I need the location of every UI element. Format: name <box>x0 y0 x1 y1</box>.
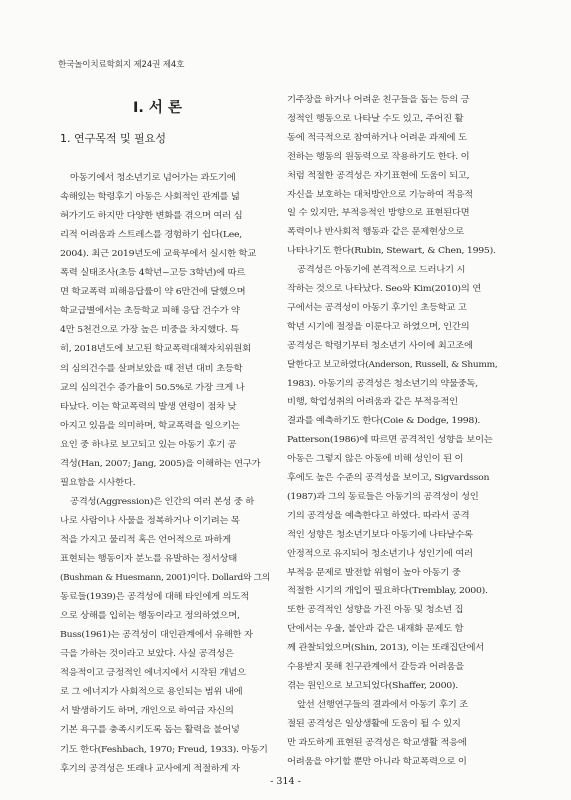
text-line: 앞선 선행연구들의 결과에서 아동기 후기 조 <box>297 698 468 709</box>
text-line: 자신을 보호하는 대처방안으로 기능하여 적응적 <box>287 188 473 199</box>
text-line: 요인 중 하나로 보고되고 있는 아동기 후기 공 <box>60 438 237 449</box>
text-line: 속해있는 학령후기 아동은 사회적인 관계를 넓 <box>60 191 240 202</box>
text-line: 극을 가하는 것이라고 보았다. 사실 공격성은 <box>60 648 234 659</box>
text-line: 달한다고 보고하였다(Anderson, Russell, & Shumm, <box>287 358 498 369</box>
text-line: 공격성(Aggression)은 인간의 여러 본성 중 하 <box>70 495 255 506</box>
text-line: 적응적이고 긍정적인 에너지에서 시작된 개념으 <box>60 667 246 678</box>
text-line: 아동은 그렇지 않은 아동에 비해 성인이 된 이 <box>287 453 464 464</box>
text-line: 동료들(1939)은 공격성에 대해 타인에게 의도적 <box>60 591 249 602</box>
text-line: 폭력 실태조사(초등 4학년~고등 3학년)에 따르 <box>60 267 246 278</box>
text-line: 기도 한다(Feshbach, 1970; Freud, 1933). 아동기 <box>60 743 268 754</box>
text-line: (1987)과 그의 동료들은 아동기의 공격성이 성인 <box>287 490 479 501</box>
running-head: 한국놀이치료학회지 제24권 제4호 <box>58 60 185 70</box>
text-line: 구에서는 공격성이 아동기 후기인 초등학교 고 <box>287 301 467 312</box>
text-line: 만 과도하게 표현된 공격성은 학교생활 적응에 <box>287 736 467 747</box>
text-line: 2004). 최근 2019년도에 교육부에서 실시한 학교 <box>60 248 257 259</box>
text-line: 전하는 행동의 원동력으로 작용하기도 한다. 이 <box>287 150 470 161</box>
text-line: (Bushman & Huesmann, 2001)이다. Dollard와 그의 <box>60 572 271 583</box>
text-line: 교의 심의건수 증가율이 50.5%로 가장 크게 나 <box>60 381 245 392</box>
text-line: 공격성은 학령기부터 청소년기 사이에 최고조에 <box>287 339 473 350</box>
text-line: 공격성은 아동기에 본격적으로 드러나기 시 <box>297 264 466 275</box>
text-line: 절된 공격성은 일상생활에 도움이 될 수 있지 <box>287 717 461 728</box>
text-line: 서 발생하기도 하며, 개인으로 하여금 자신의 <box>60 705 234 716</box>
text-line: 표현되는 행동이자 분노를 유발하는 정서상태 <box>60 553 237 563</box>
text-line: 작하는 것으로 나타났다. Seo와 Kim(2010)의 연 <box>287 283 481 293</box>
text-line: 기본 욕구를 충족시키도록 돕는 활력을 불어넣 <box>60 724 240 735</box>
text-line: 혀가기도 하지만 다양한 변화를 겪으며 여러 심 <box>60 210 243 221</box>
text-line: 후에도 높은 수준의 공격성을 보이고, Sigvardsson <box>287 472 490 482</box>
text-line: 히, 2018년도에 보고된 학교폭력대책자치위원회 <box>60 343 251 354</box>
text-line: 안정적으로 유지되어 청소년기나 성인기에 여러 <box>287 547 473 558</box>
text-line: 으로 상해를 입히는 행동이라고 정의하였으며, <box>60 610 240 621</box>
text-line: 또한 공격적인 성향을 가진 아동 및 청소년 집 <box>287 604 464 615</box>
text-line: 수용받지 못해 친구관계에서 갈등과 어려움을 <box>287 661 464 671</box>
text-line: 나타나기도 한다(Rubin, Stewart, & Chen, 1995). <box>287 245 496 256</box>
text-line: 동에 적극적으로 참여하거나 어려운 과제에 도 <box>287 131 467 142</box>
text-line: 기의 공격성을 예측한다고 하였다. 따라서 공격 <box>287 509 470 520</box>
text-line: 부적응 문제로 발전할 위험이 높아 아동기 중 <box>287 566 461 577</box>
text-line: 께 관찰되었으며(Shin, 2013), 이는 또래집단에서 <box>287 642 485 653</box>
text-line: 적을 가지고 물리적 혹은 언어적으로 파하게 <box>60 533 231 544</box>
text-line: 기주장을 하거나 어려운 친구들을 돕는 등의 긍 <box>287 94 470 104</box>
text-line: 단에서는 우울, 불안과 같은 내재화 문제도 함 <box>287 623 464 634</box>
text-line: 정적인 행동으로 나타날 수도 있고, 주어진 활 <box>287 112 464 123</box>
text-line: 타났다. 이는 학교폭력의 발생 연령이 점차 낮 <box>60 400 237 411</box>
text-line: 4만 5천건으로 가장 높은 비중을 차지했다. 특 <box>60 324 239 335</box>
text-line: 비행, 학업성취의 어려움과 같은 부적응적인 <box>287 396 458 407</box>
text-line: 결과를 예측하기도 한다(Coie & Dodge, 1998). <box>287 415 481 426</box>
text-line: 처럼 적절한 공격성은 자기표현에 도움이 되고, <box>287 169 470 180</box>
text-line: 리적 어려움과 스트레스를 경험하기 쉽다(Lee, <box>60 229 242 240</box>
text-line: 겪는 원인으로 보고되었다(Shaffer, 2000). <box>287 679 458 690</box>
text-line: 어려움을 야기할 뿐만 아니라 학교폭력으로 이 <box>287 755 467 766</box>
text-line: 학년 시기에 절정을 이룬다고 하였으며, 인간의 <box>287 320 470 331</box>
text-line: 폭력이나 반사회적 행동과 같은 문제현상으로 <box>287 226 464 237</box>
text-line: 학교급별에서는 초등학교 피해 응답 건수가 약 <box>60 305 240 316</box>
text-line: 면 학교폭력 피해응답률이 약 6만건에 달했으며 <box>60 286 246 297</box>
section-title: Ⅰ. 서 론 <box>132 100 182 116</box>
text-line: Patterson(1986)에 따르면 공격적인 성향을 보이는 <box>287 434 493 445</box>
text-line: 아동기에서 청소년기로 넘어가는 과도기에 <box>70 172 236 182</box>
subsection-title: 1. 연구목적 및 필요성 <box>60 132 166 145</box>
page-number: - 314 - <box>270 776 301 787</box>
text-line: 필요함을 시사한다. <box>60 476 136 487</box>
text-line: 나로 사람이나 사물을 정복하거나 이기려는 목 <box>60 514 240 525</box>
text-line: Buss(1961)는 공격성이 대인관계에서 유해한 자 <box>60 629 253 640</box>
text-line: 적절한 시기의 개입이 필요하다(Tremblay, 2000). <box>287 585 488 596</box>
text-line: 적인 성향은 청소년기보다 아동기에 나타날수록 <box>287 528 473 539</box>
text-line: 아지고 있음을 의미하며, 학교폭력을 일으키는 <box>60 419 240 430</box>
text-line: 일 수 있지만, 부적응적인 방향으로 표현된다면 <box>287 207 470 218</box>
text-line: 로 그 에너지가 사회적으로 용인되는 범위 내에 <box>60 686 243 697</box>
text-line: 후기의 공격성은 또래나 교사에게 적절하게 자 <box>60 762 240 773</box>
text-line: 의 심의건수를 살펴보았을 때 전년 대비 초등학 <box>60 362 243 373</box>
text-line: 1983). 아동기의 공격성은 청소년기의 약물중독, <box>287 377 478 388</box>
text-line: 격성(Han, 2007; Jang, 2005)을 이해하는 연구가 <box>60 457 261 468</box>
